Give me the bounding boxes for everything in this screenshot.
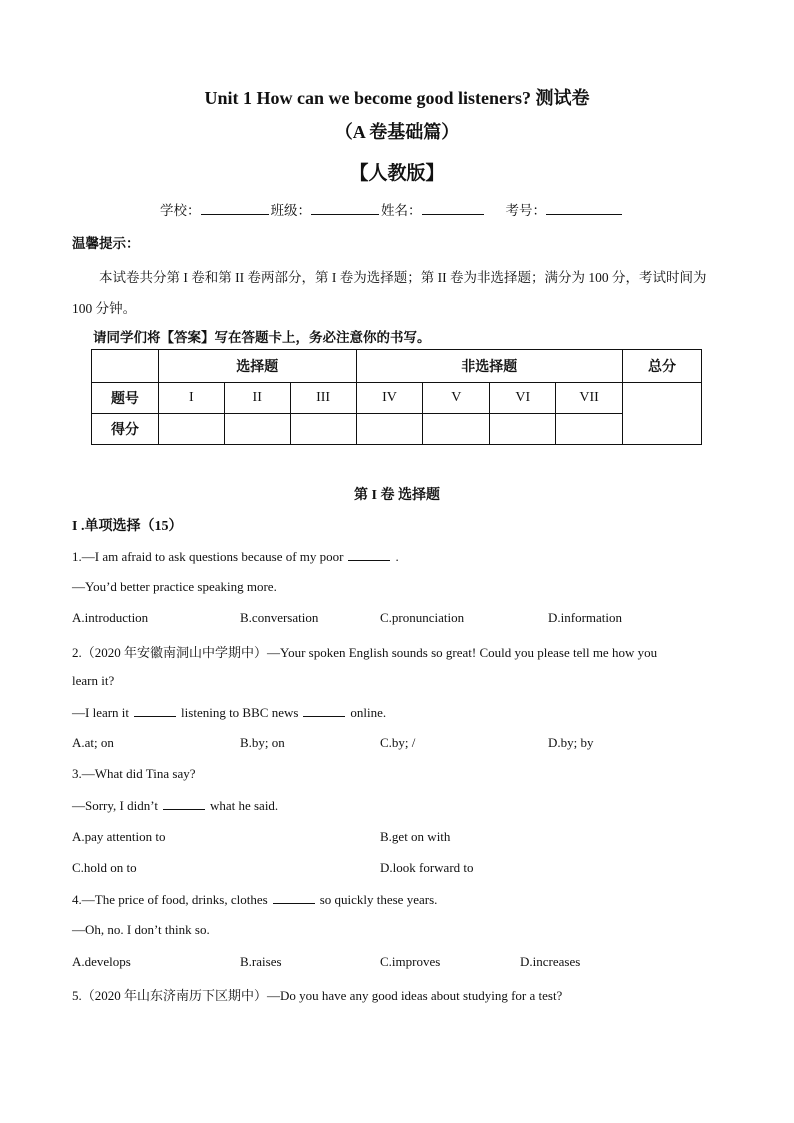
q1-option-a[interactable]: A.introduction	[72, 610, 149, 625]
score-cell[interactable]	[290, 413, 356, 444]
q2-option-c[interactable]: C.by; /	[380, 735, 416, 750]
edition-label: 【人教版】	[349, 163, 445, 184]
q4-option-d[interactable]: D.increases	[520, 954, 581, 969]
class-label: 班级：	[270, 203, 311, 218]
total-header: 总分	[623, 350, 702, 383]
row-number-header: 题号	[92, 383, 159, 413]
section-title: 第 I 卷 选择题	[354, 488, 440, 503]
q4-reply: —Oh, no. I don’t think so.	[72, 922, 210, 937]
page-title: Unit 1 How can we become good listeners? 测试卷	[204, 88, 590, 108]
q3-option-b[interactable]: B.get on with	[380, 829, 451, 844]
col-header: IV	[356, 383, 423, 413]
tips-heading: 温馨提示：	[72, 236, 140, 251]
q2-option-a[interactable]: A.at; on	[72, 735, 114, 750]
q4-stem: 4.—The price of food, drinks, clothes so quickly these years.	[72, 892, 438, 907]
school-field[interactable]	[201, 200, 269, 215]
number-field[interactable]	[546, 200, 622, 215]
q4-option-c[interactable]: C.improves	[380, 954, 441, 969]
score-cell[interactable]	[158, 413, 224, 444]
student-info-row	[160, 199, 624, 219]
q2-option-d[interactable]: D.by; by	[548, 735, 594, 750]
col-header: VI	[490, 383, 556, 413]
q2-stem-line1: 2.（2020 年安徽南洞山中学期中）—Your spoken English sounds so great! Could you please tell me how you	[72, 645, 658, 660]
row-score-header: 得分	[92, 413, 159, 444]
q3-option-a[interactable]: A.pay attention to	[72, 829, 166, 844]
name-field[interactable]	[422, 200, 484, 215]
score-table	[91, 349, 702, 445]
q1-stem: 1.—I am afraid to ask questions because of my poor .	[72, 549, 399, 564]
score-cell[interactable]	[556, 413, 623, 444]
col-header: II	[224, 383, 290, 413]
q4-option-b[interactable]: B.raises	[240, 954, 282, 969]
q2-stem-line2: learn it?	[72, 673, 115, 688]
q1-option-c[interactable]: C.pronunciation	[380, 610, 465, 625]
q5-stem: 5.（2020 年山东济南历下区期中）—Do you have any good ideas about studying for a test?	[72, 988, 563, 1003]
group-nonchoice-header: 非选择题	[356, 350, 623, 383]
q4-blank[interactable]	[273, 891, 315, 904]
q1-blank[interactable]	[348, 548, 390, 561]
class-field[interactable]	[311, 200, 379, 215]
col-header: I	[158, 383, 224, 413]
tips-body: 本试卷共分第 I 卷和第 II 卷两部分，第 I 卷为选择题；第 II 卷为非选择题；满分为 100 分，考试时间为 100 分钟。	[72, 270, 707, 316]
q2-blank-2[interactable]	[303, 704, 345, 717]
score-cell[interactable]	[423, 413, 490, 444]
score-cell[interactable]	[356, 413, 423, 444]
col-header: III	[290, 383, 356, 413]
school-label: 学校：	[160, 203, 201, 218]
q3-option-c[interactable]: C.hold on to	[72, 860, 137, 875]
q2-reply: —I learn it listening to BBC news online.	[72, 705, 387, 720]
group-choice-header: 选择题	[158, 350, 356, 383]
q2-option-b[interactable]: B.by; on	[240, 735, 285, 750]
col-header: V	[423, 383, 490, 413]
q1-option-b[interactable]: B.conversation	[240, 610, 319, 625]
answer-reminder: 请同学们将【答案】写在答题卡上，务必注意你的书写。	[93, 330, 431, 345]
q3-option-d[interactable]: D.look forward to	[380, 860, 474, 875]
q1-option-d[interactable]: D.information	[548, 610, 623, 625]
q4-option-a[interactable]: A.develops	[72, 954, 131, 969]
number-label: 考号：	[505, 203, 546, 218]
q3-reply: —Sorry, I didn’t what he said.	[72, 798, 279, 813]
q3-blank[interactable]	[163, 797, 205, 810]
page-subtitle: （A 卷基础篇）	[334, 122, 460, 142]
col-header: VII	[556, 383, 623, 413]
q2-blank-1[interactable]	[134, 704, 176, 717]
q3-stem: 3.—What did Tina say?	[72, 766, 196, 781]
score-cell[interactable]	[224, 413, 290, 444]
score-cell[interactable]	[490, 413, 556, 444]
name-label: 姓名：	[381, 203, 422, 218]
part-title: I .单项选择（15）	[72, 519, 183, 534]
q1-reply: —You’d better practice speaking more.	[72, 579, 277, 594]
total-score-cell[interactable]	[623, 383, 702, 445]
